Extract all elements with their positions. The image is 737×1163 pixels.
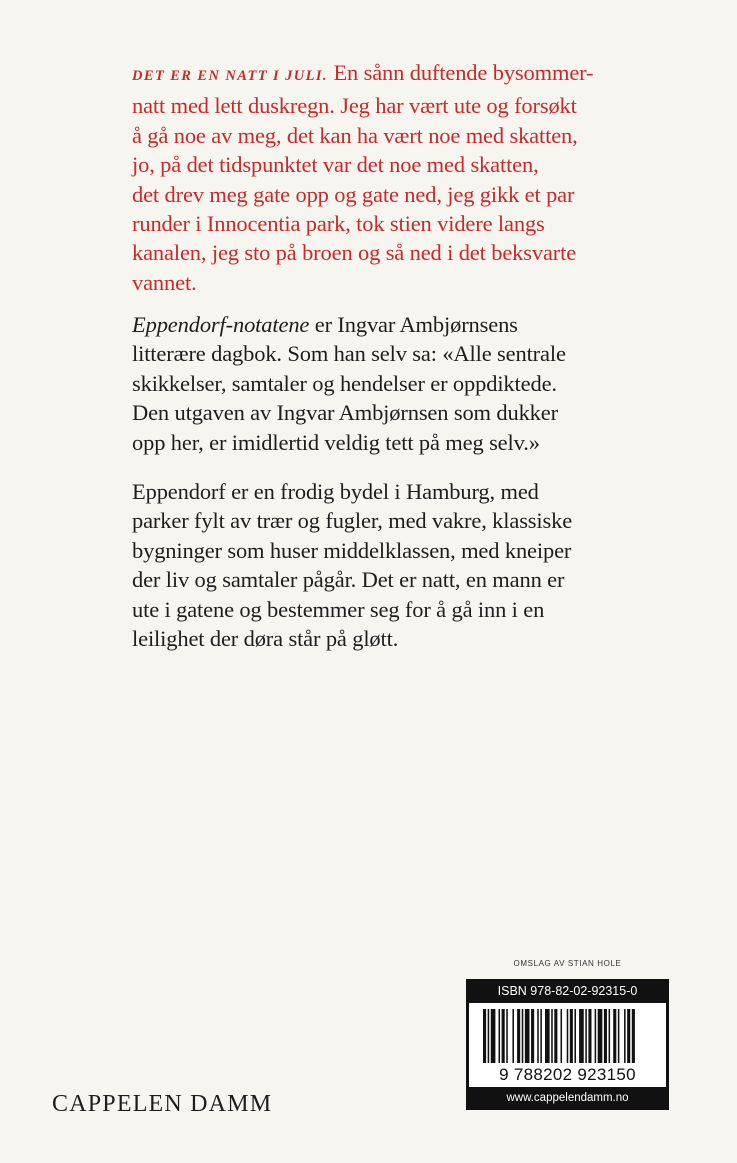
eppendorf-line: leilighet der døra står på gløtt. — [132, 626, 399, 652]
barcode-bar — [540, 1009, 542, 1063]
intro-line: Den utgaven av Ingvar Ambjørnsen som dukker — [132, 400, 558, 426]
barcode-bar — [618, 1009, 620, 1063]
barcode-bar — [627, 1009, 630, 1063]
barcode-bar — [624, 1009, 626, 1063]
cover-credit: OMSLAG AV STIAN HOLE — [513, 959, 622, 968]
barcode-bar — [604, 1009, 607, 1063]
barcode-bar — [588, 1009, 591, 1063]
barcode-bar — [574, 1009, 576, 1063]
isbn-label: ISBN 978-82-02-92315-0 — [497, 984, 638, 998]
excerpt-line: kanalen, jeg sto på broen og så ned i det beksvarte — [132, 240, 577, 266]
eppendorf-line: parker fylt av trær og fugler, med vakre, klassiske — [132, 508, 573, 534]
barcode-bar — [554, 1009, 557, 1063]
barcode-bar — [567, 1009, 569, 1063]
excerpt-lead-in: DET ER EN NATT I JULI. — [132, 68, 328, 84]
barcode-bar — [522, 1009, 524, 1063]
barcode-digits: 9 788202 923150 — [499, 1065, 636, 1084]
barcode-panel — [469, 1003, 666, 1087]
barcode-bar — [595, 1009, 597, 1063]
barcode-bar — [499, 1009, 501, 1063]
publisher-website: www.cappelendamm.no — [506, 1092, 629, 1104]
barcode-bar — [517, 1009, 520, 1063]
barcode-bar — [502, 1009, 505, 1063]
barcode-bar — [598, 1009, 603, 1063]
barcode-bar — [632, 1009, 635, 1063]
isbn-barcode-box — [466, 979, 669, 1110]
barcode-bar — [545, 1009, 550, 1063]
barcode-bar — [537, 1009, 539, 1063]
barcode-bar — [609, 1009, 611, 1063]
barcode-bar — [512, 1009, 514, 1063]
book-title: Eppendorf-notatene — [132, 312, 310, 337]
excerpt-line: runder i Innocentia park, tok stien videre langs — [132, 211, 545, 237]
barcode-bar — [570, 1009, 573, 1063]
eppendorf-line: der liv og samtaler pågår. Det er natt, en mann er — [132, 567, 565, 593]
intro-line: skikkelser, samtaler og hendelser er oppdiktede. — [132, 370, 557, 396]
barcode-bar — [613, 1009, 616, 1063]
barcode-bar — [585, 1009, 587, 1063]
excerpt-paragraph — [132, 58, 632, 297]
publisher-logo: CAPPELEN DAMM — [52, 1091, 273, 1117]
barcode-bar — [551, 1009, 553, 1063]
excerpt-line-1 — [132, 58, 632, 91]
excerpt-line: det drev meg gate opp og gate ned, jeg gikk et par — [132, 181, 575, 207]
barcode-bar — [525, 1009, 530, 1063]
barcode-bar — [579, 1009, 584, 1063]
excerpt-line: å gå noe av meg, det kan ha vært noe med skatten, — [132, 122, 578, 148]
eppendorf-line: bygninger som huser middelklassen, med kneiper — [132, 537, 572, 563]
eppendorf-line: Eppendorf er en frodig bydel i Hamburg, med — [132, 479, 539, 504]
eppendorf-line: ute i gatene og bestemmer seg for å gå inn i en — [132, 596, 545, 622]
intro-line-1-rest: er Ingvar Ambjørnsens — [309, 312, 518, 337]
barcode-bar — [561, 1009, 563, 1063]
barcode-bar — [506, 1009, 508, 1063]
barcode-bar — [491, 1009, 496, 1063]
intro-line: litterære dagbok. Som han selv sa: «Alle sentrale — [132, 341, 566, 367]
barcode-bar — [531, 1009, 534, 1063]
barcode-bar — [483, 1009, 486, 1063]
barcode-bar — [488, 1009, 490, 1063]
excerpt-line: natt med lett duskregn. Jeg har vært ute og forsøkt — [132, 93, 577, 119]
intro-paragraph — [132, 310, 632, 457]
intro-line-1 — [132, 310, 632, 339]
eppendorf-paragraph — [132, 477, 632, 653]
excerpt-line: vannet. — [132, 269, 197, 295]
excerpt-line: jo, på det tidspunktet var det noe med skatten, — [132, 152, 539, 178]
intro-line: opp her, er imidlertid veldig tett på meg selv.» — [132, 429, 540, 455]
excerpt-line-1-rest: En sånn duftende bysommer- — [327, 60, 594, 85]
